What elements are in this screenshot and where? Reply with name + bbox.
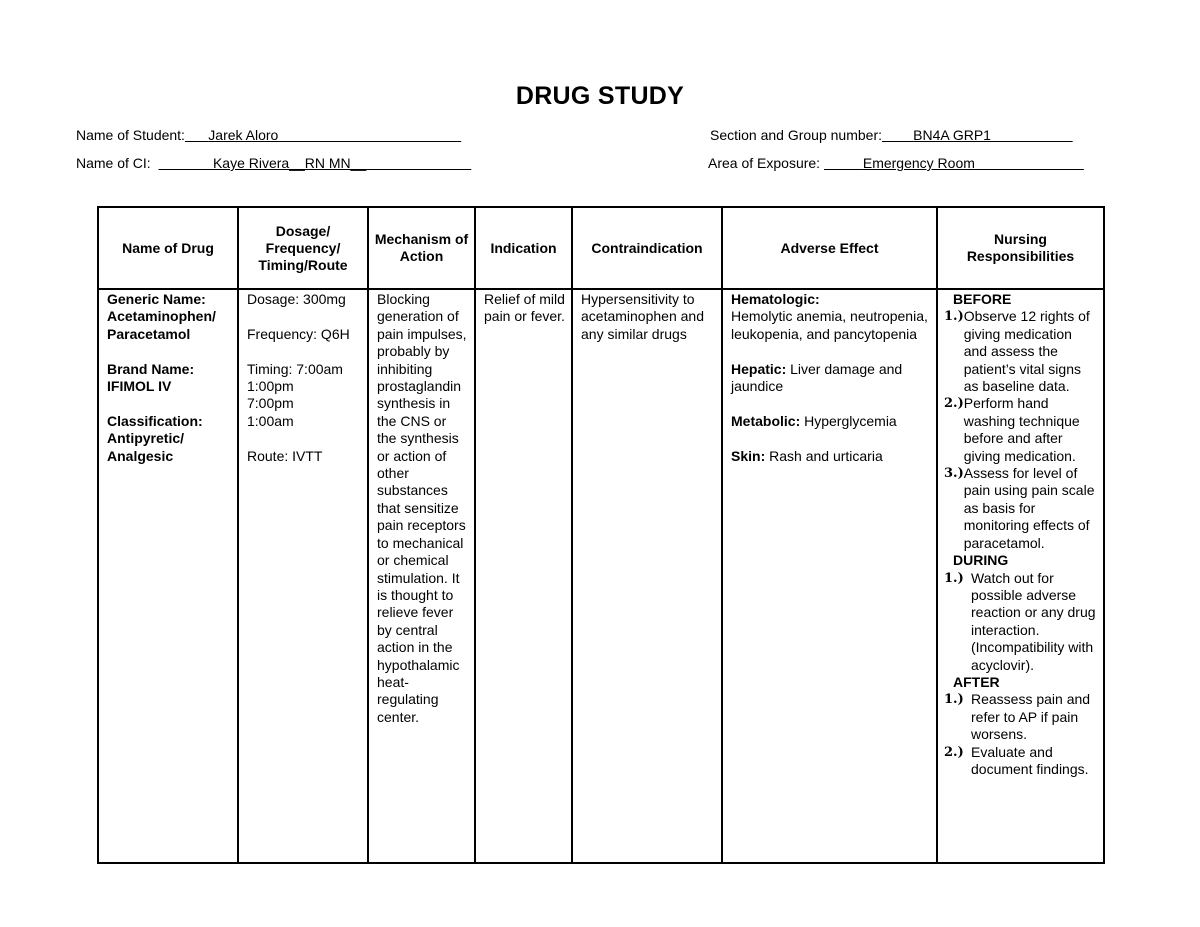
- list-item: [944, 395, 1099, 465]
- generic-name-value: Acetaminophen/ Paracetamol: [107, 308, 216, 342]
- route-text: Route: IVTT: [247, 447, 323, 464]
- indication-cell: [475, 289, 572, 863]
- drug-name-cell: [98, 289, 238, 863]
- metabolic-value: Hyperglycemia: [804, 412, 897, 429]
- list-item: [944, 570, 1099, 674]
- section-group-line: [710, 127, 1073, 143]
- hematologic-label: Hematologic:: [731, 291, 820, 307]
- indication-text: Relief of mild pain or fever.: [484, 291, 565, 325]
- skin-label: Skin:: [731, 447, 766, 464]
- during-label: DURING: [953, 552, 1009, 569]
- after-text-1: Reassess pain and refer to AP if pain worsens.: [971, 691, 1091, 743]
- hepatic-label: Hepatic:: [731, 360, 787, 377]
- before-num-1: 1.): [944, 309, 964, 325]
- col-header-nursing: Nursing Responsibilities: [937, 207, 1104, 289]
- col-header-contraindication: Contraindication: [572, 207, 722, 289]
- metabolic-label: Metabolic:: [731, 412, 801, 429]
- contraindication-cell: [572, 289, 722, 863]
- after-num-2: 2.): [944, 744, 964, 760]
- col-header-drug-name: Name of Drug: [98, 207, 238, 289]
- timing-text: Timing: 7:00am: [247, 360, 343, 377]
- after-num-1: 1.): [944, 692, 964, 708]
- student-name-label: Name of Student:: [76, 127, 185, 143]
- list-item: [944, 691, 1099, 743]
- student-name-line: [76, 127, 461, 143]
- mechanism-text: Blocking generation of pain impulses, probably by inhibiting prostaglandin synthesis in the CNS or the synthesis or action of other substances that sensitize pain receptors to mechanical or chemical stimulation. It is thought to relieve fever by central action in the hypothalamic heat-regulating center.: [377, 291, 467, 725]
- nursing-cell: [937, 289, 1104, 863]
- table-row: [98, 289, 1104, 863]
- ci-name-line: [76, 155, 471, 171]
- dosage-text: Dosage: 300mg: [247, 291, 346, 307]
- area-exposure-value: Emergency Room: [862, 155, 975, 171]
- dosage-cell: [238, 289, 368, 863]
- list-item: [944, 465, 1099, 552]
- list-item: [944, 744, 1099, 779]
- generic-name-label: Generic Name:: [107, 291, 206, 307]
- during-num-1: 1.): [944, 570, 964, 586]
- section-group-value: BN4A GRP1: [913, 127, 991, 143]
- section-group-label: Section and Group number:: [710, 127, 882, 143]
- timing-time-3: 1:00am: [247, 412, 294, 429]
- timing-time-2: 7:00pm: [247, 395, 294, 412]
- before-num-3: 3.): [944, 466, 964, 482]
- table-header-row: [98, 207, 1104, 289]
- frequency-text: Frequency: Q6H: [247, 325, 350, 342]
- adverse-effect-cell: [722, 289, 937, 863]
- col-header-dosage: Dosage/ Frequency/ Timing/Route: [238, 207, 368, 289]
- mechanism-cell: [368, 289, 475, 863]
- brand-name-label: Brand Name:: [107, 360, 195, 377]
- col-header-mechanism: Mechanism of Action: [368, 207, 475, 289]
- brand-name-value: IFIMOL IV: [107, 378, 172, 395]
- col-header-indication: Indication: [475, 207, 572, 289]
- ci-name-label: Name of CI:: [76, 155, 151, 171]
- hematologic-value: Hemolytic anemia, neutropenia, leukopenia, and pancytopenia: [731, 308, 928, 342]
- col-header-adverse-effect: Adverse Effect: [722, 207, 937, 289]
- after-label: AFTER: [953, 673, 1000, 690]
- before-label: BEFORE: [953, 291, 1012, 307]
- contraindication-text: Hypersensitivity to acetaminophen and any similar drugs: [581, 291, 704, 342]
- drug-study-table: [97, 206, 1105, 864]
- timing-time-1: 1:00pm: [247, 378, 294, 394]
- list-item: [944, 308, 1099, 395]
- classification-label: Classification:: [107, 412, 203, 429]
- before-text-1: Observe 12 rights of giving medication and assess the patient’s vital signs as baseline data.: [963, 308, 1090, 395]
- area-exposure-label: Area of Exposure:: [708, 155, 821, 171]
- before-text-3: Assess for level of pain using pain scale as basis for monitoring effects of paracetamol.: [963, 465, 1095, 551]
- ci-name-value: Kaye Rivera__RN MN__: [212, 155, 367, 171]
- student-name-value: Jarek Aloro: [208, 127, 279, 143]
- before-num-2: 2.): [944, 396, 964, 412]
- after-text-2: Evaluate and document findings.: [971, 743, 1089, 777]
- before-text-2: Perform hand washing technique before and after giving medication.: [963, 395, 1080, 464]
- skin-value: Rash and urticaria: [769, 447, 883, 464]
- during-text-1: Watch out for possible adverse reaction or any drug interaction. (Incompatibility with acyclovir).: [971, 569, 1096, 673]
- area-exposure-line: [708, 155, 1084, 171]
- page-title: DRUG STUDY: [515, 82, 685, 110]
- hepatic-value: Liver damage and jaundice: [731, 360, 903, 395]
- classification-value: Antipyretic/ Analgesic: [107, 430, 185, 464]
